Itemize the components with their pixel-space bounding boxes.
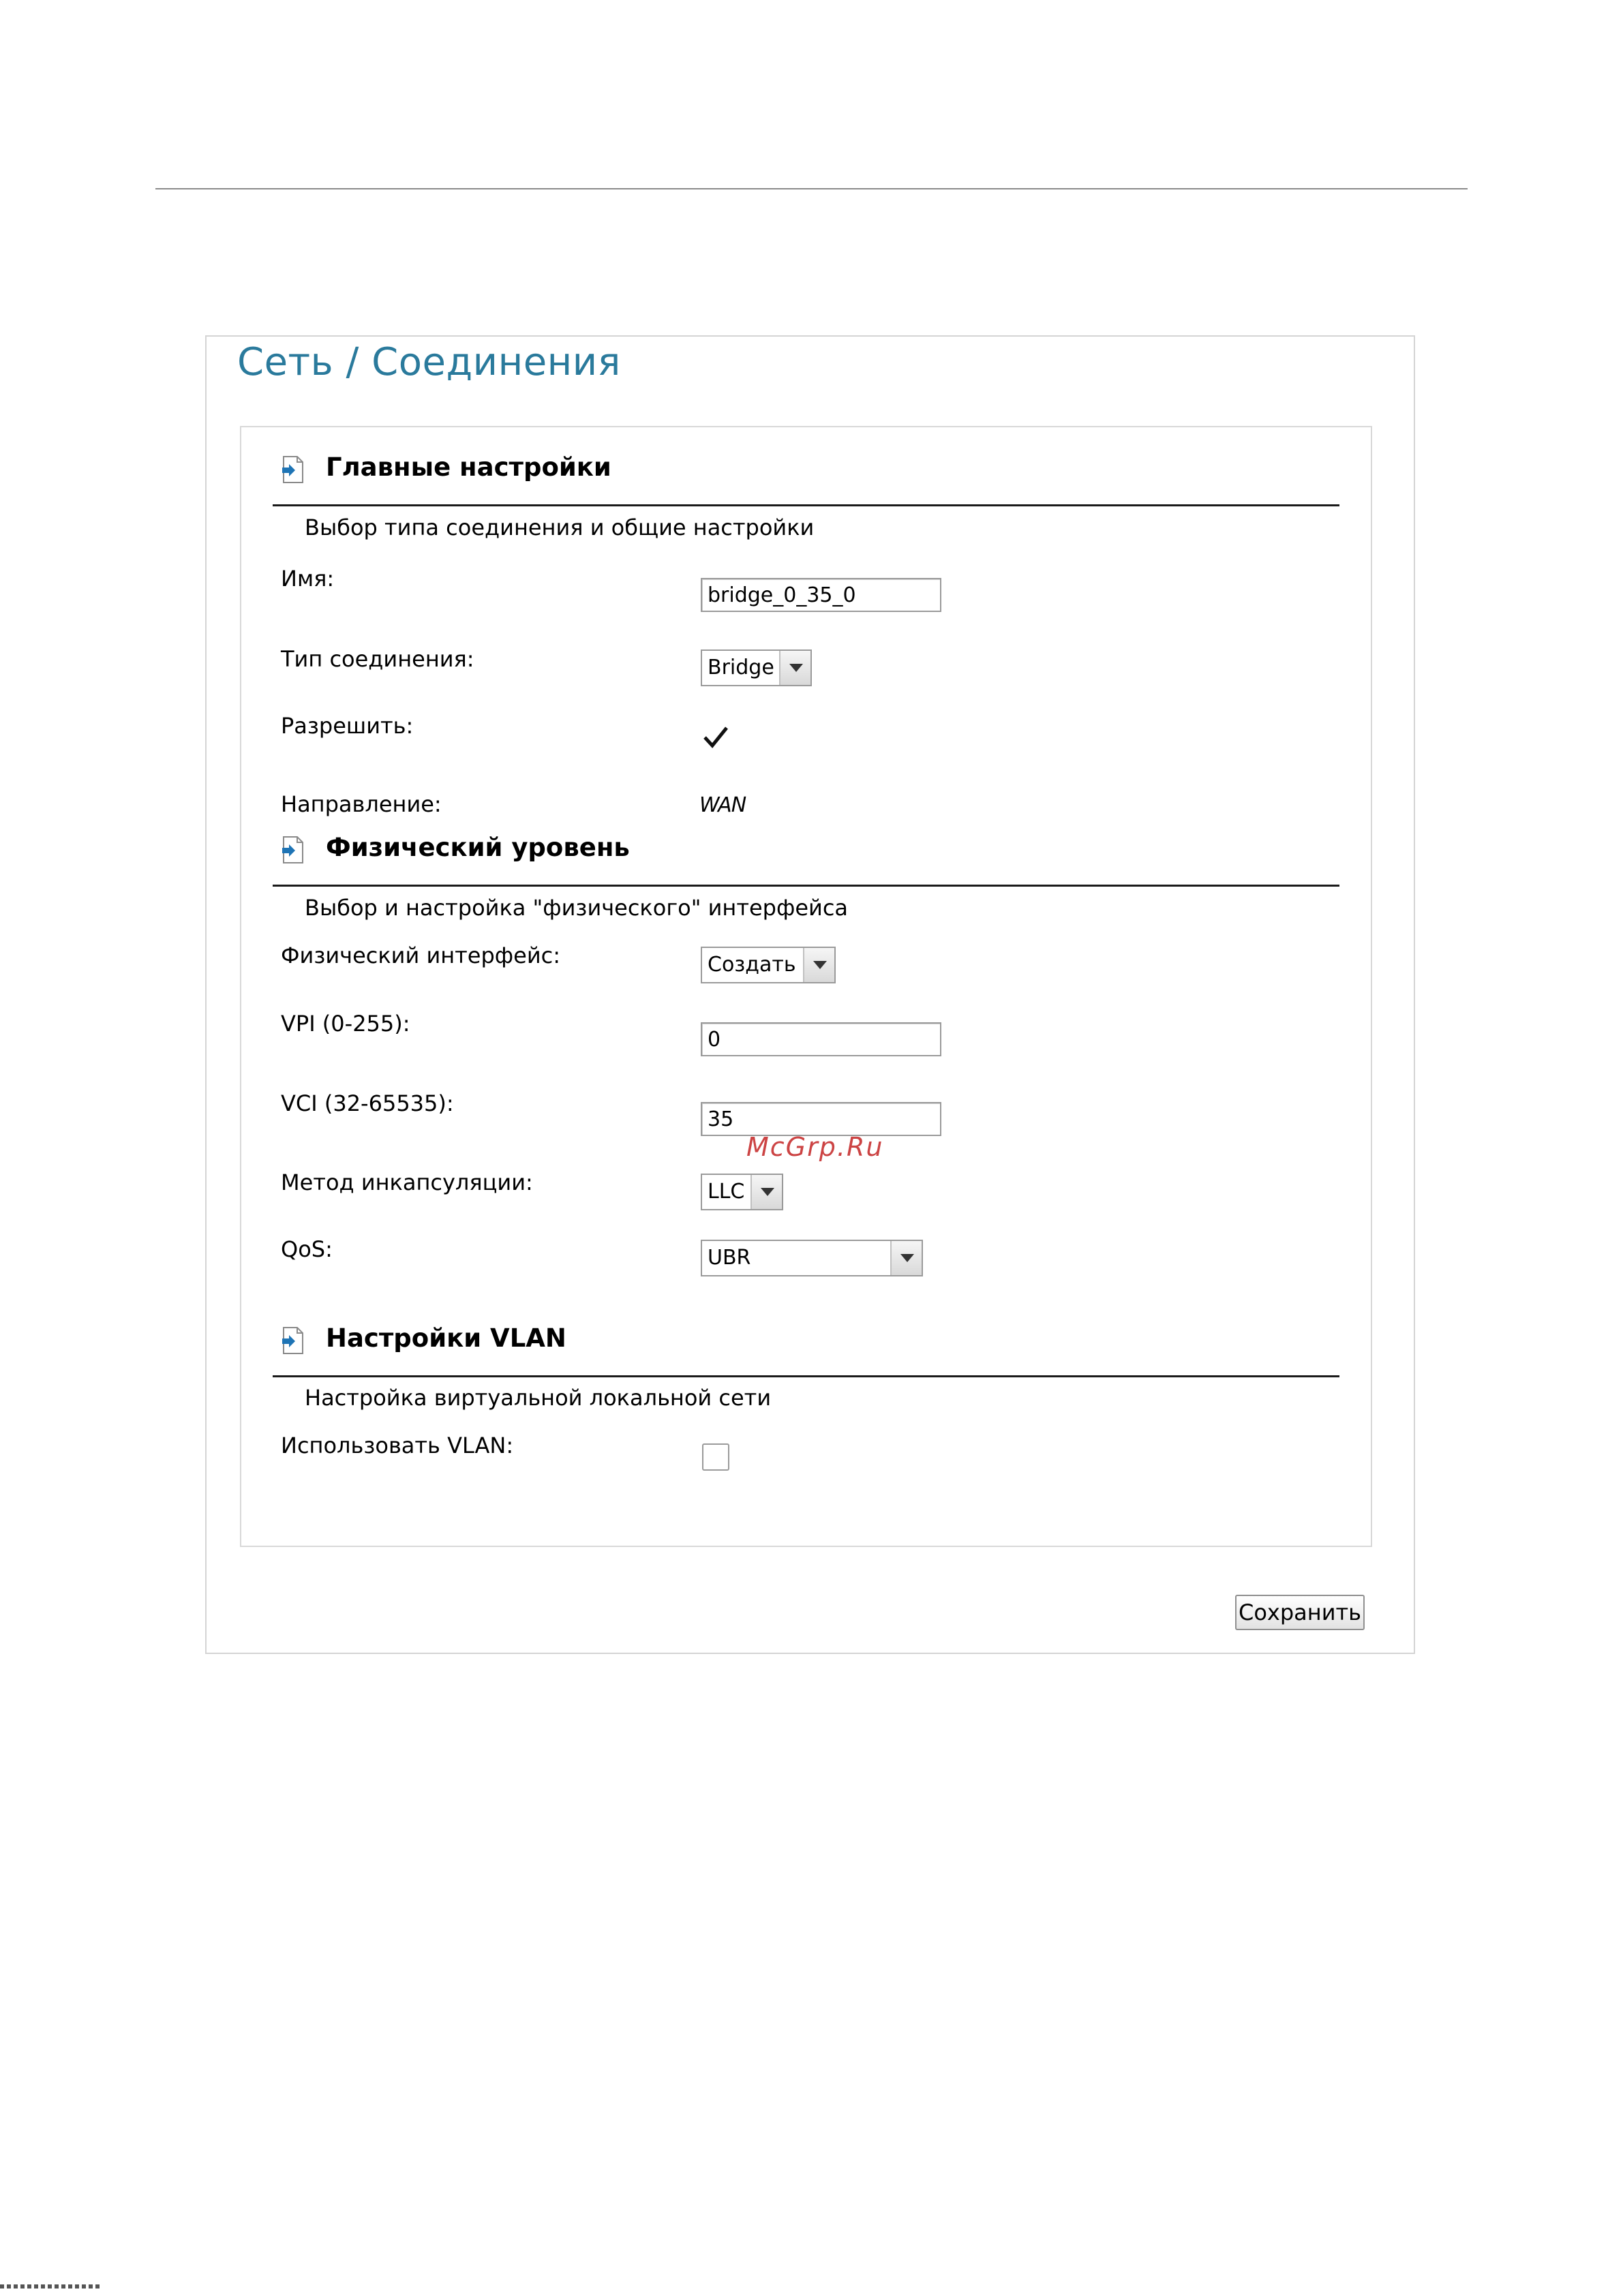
watermark-text: McGrp.Ru	[746, 1132, 884, 1162]
section-vlan-title: Настройки VLAN	[326, 1323, 566, 1353]
vpi-label: VPI (0-255):	[281, 1011, 410, 1037]
qos-label: QoS:	[281, 1236, 333, 1262]
use-vlan-checkbox[interactable]	[702, 1443, 729, 1471]
qos-value: UBR	[708, 1246, 751, 1270]
chevron-down-icon	[779, 651, 810, 685]
connection-type-select[interactable]	[701, 649, 812, 686]
name-label: Имя:	[281, 566, 335, 592]
vpi-input[interactable]	[701, 1022, 941, 1056]
chevron-down-icon	[890, 1241, 922, 1275]
encapsulation-select[interactable]	[701, 1174, 783, 1210]
page-title: Сеть / Соединения	[237, 340, 621, 384]
section-vlan-header	[273, 1299, 1339, 1377]
physical-interface-label: Физический интерфейс:	[281, 943, 561, 968]
section-vlan-subtitle: Настройка виртуальной локальной сети	[305, 1385, 772, 1411]
chevron-down-icon	[803, 948, 834, 982]
document-arrow-icon	[281, 1326, 305, 1355]
section-physical-title: Физический уровень	[326, 833, 630, 862]
top-divider	[155, 188, 1468, 189]
section-main-subtitle: Выбор типа соединения и общие настройки	[305, 515, 815, 540]
name-input[interactable]	[701, 578, 941, 612]
enable-label: Разрешить:	[281, 713, 414, 739]
physical-interface-value: Создать	[708, 953, 796, 977]
chevron-down-icon	[750, 1175, 782, 1209]
document-arrow-icon	[281, 836, 305, 864]
encapsulation-label: Метод инкапсуляции:	[281, 1169, 533, 1195]
qos-select[interactable]	[701, 1240, 923, 1276]
enable-checkbox[interactable]	[702, 724, 729, 751]
direction-label: Направление:	[281, 791, 442, 817]
section-physical-subtitle: Выбор и настройка "физического" интерфейса	[305, 895, 849, 921]
page-edge-mark	[0, 2284, 102, 2289]
direction-value: WAN	[699, 793, 746, 817]
use-vlan-label: Использовать VLAN:	[281, 1433, 514, 1458]
vci-label: VCI (32-65535):	[281, 1090, 454, 1116]
physical-interface-select[interactable]	[701, 947, 836, 983]
encapsulation-value: LLC	[708, 1180, 745, 1204]
connection-type-label: Тип соединения:	[281, 646, 474, 672]
save-button[interactable]: Сохранить	[1235, 1595, 1365, 1630]
checkmark-icon	[702, 724, 729, 751]
document-arrow-icon	[281, 455, 305, 484]
section-main-title: Главные настройки	[326, 453, 611, 482]
section-physical-header	[273, 808, 1339, 887]
section-main-header	[273, 428, 1339, 506]
connection-type-value: Bridge	[708, 656, 774, 679]
